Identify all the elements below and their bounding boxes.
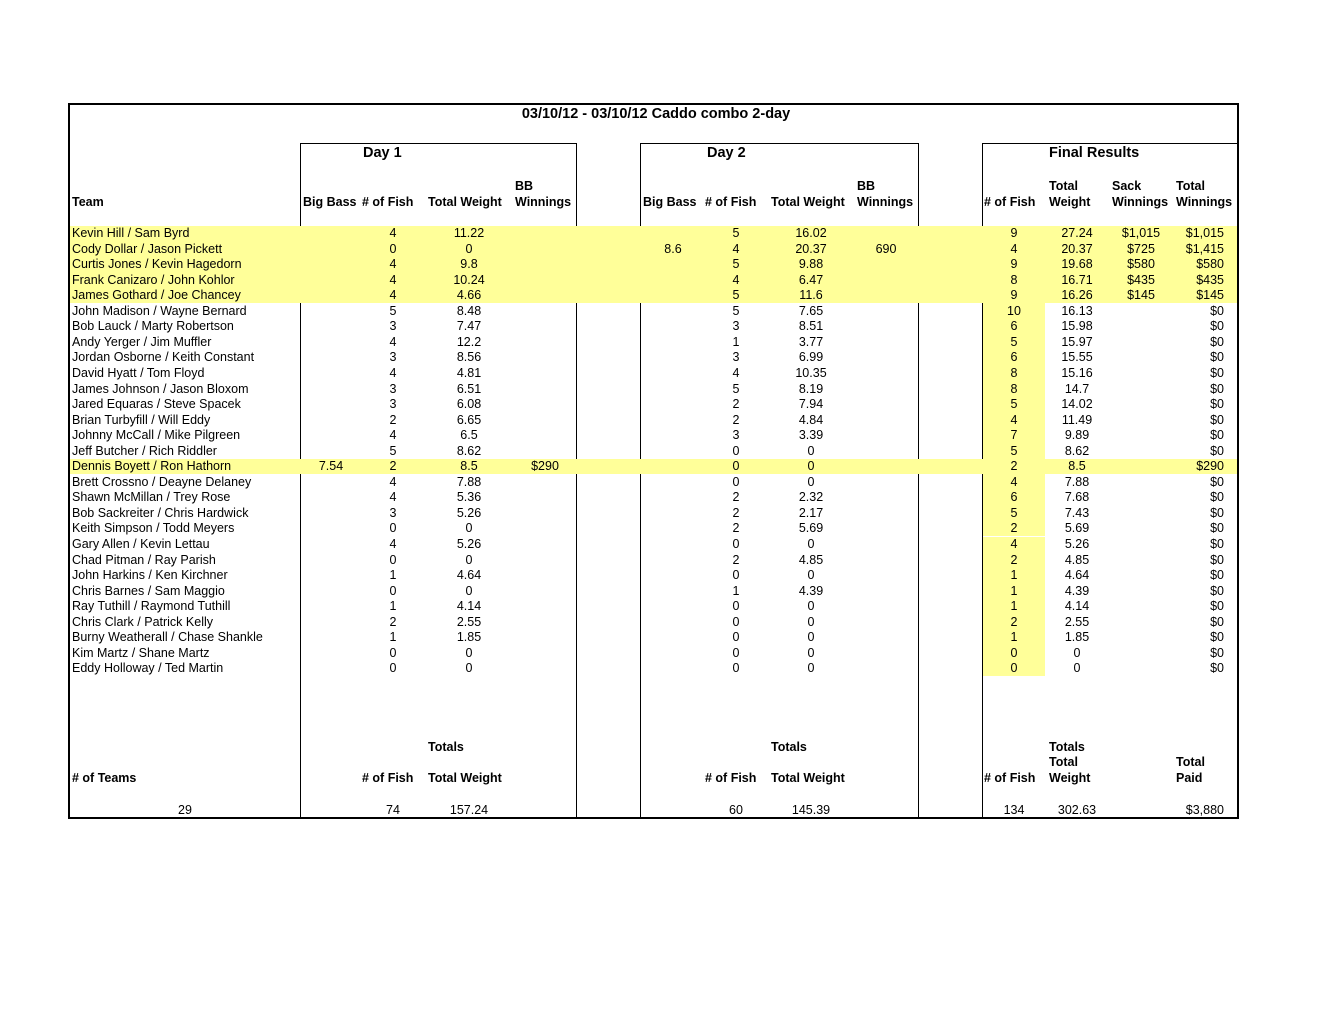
cell-d2-wt: 7.94 xyxy=(798,397,824,412)
day1-bb-winnings-header: Winnings xyxy=(515,195,572,209)
cell-f-total: $0 xyxy=(1210,583,1224,598)
cell-d1-fish: 3 xyxy=(389,505,397,520)
cell-f-sack: $435 xyxy=(1127,272,1155,287)
day1-total-fish-value: 74 xyxy=(386,803,400,817)
day2-bb-winnings-header: Winnings xyxy=(857,195,914,209)
cell-team: Cody Dollar / Jason Pickett xyxy=(72,241,223,256)
cell-team: John Harkins / Ken Kirchner xyxy=(72,568,228,583)
cell-team: Gary Allen / Kevin Lettau xyxy=(72,537,210,551)
cell-d2-fish: 5 xyxy=(732,288,740,303)
cell-f-total: $0 xyxy=(1210,490,1224,505)
sheet-title: 03/10/12 - 03/10/12 Caddo combo 2-day xyxy=(521,106,791,122)
cell-d1-fish: 3 xyxy=(389,350,397,365)
cell-f-total: $0 xyxy=(1210,334,1224,349)
cell-d1-wt: 4.14 xyxy=(456,599,482,614)
cell-f-fish: 4 xyxy=(1010,241,1018,256)
cell-d2-wt: 9.88 xyxy=(798,257,824,272)
cell-d1-wt: 0 xyxy=(465,661,473,676)
cell-f-wt: 27.24 xyxy=(1061,226,1093,240)
cell-f-wt: 4.64 xyxy=(1064,568,1090,583)
cell-d2-wt: 0 xyxy=(807,459,815,474)
cell-f-fish: 1 xyxy=(1010,599,1018,614)
cell-f-sack: $725 xyxy=(1127,241,1155,256)
cell-team: James Gothard / Joe Chancey xyxy=(72,288,241,303)
cell-d2-fish: 1 xyxy=(732,583,740,598)
cell-team: James Johnson / Jason Bloxom xyxy=(72,381,249,396)
cell-d1-fish: 2 xyxy=(389,459,397,474)
cell-f-total: $0 xyxy=(1210,568,1224,583)
cell-team: Jared Equaras / Steve Spacek xyxy=(72,397,241,412)
cell-f-fish: 5 xyxy=(1010,443,1018,458)
cell-d1-wt: 8.5 xyxy=(460,459,478,474)
cell-d1-fish: 4 xyxy=(389,490,397,505)
cell-f-total: $0 xyxy=(1210,412,1224,427)
cell-f-fish: 6 xyxy=(1010,350,1018,365)
cell-f-fish: 6 xyxy=(1010,490,1018,505)
cell-d2-wt: 0 xyxy=(807,661,815,676)
cell-f-total: $0 xyxy=(1210,428,1224,443)
cell-team: David Hyatt / Tom Floyd xyxy=(72,365,205,380)
cell-d1-fish: 4 xyxy=(389,288,397,303)
cell-d2-wt: 16.02 xyxy=(795,226,827,240)
cell-d1-fish: 5 xyxy=(389,303,397,318)
day1-heading: Day 1 xyxy=(363,145,402,161)
cell-f-fish: 9 xyxy=(1010,226,1018,240)
final-weight-header: Weight xyxy=(1049,195,1091,209)
cell-d2-fish: 2 xyxy=(732,505,740,520)
cell-d1-fish: 4 xyxy=(389,257,397,272)
cell-d2-wt: 0 xyxy=(807,537,815,551)
cell-f-wt: 11.49 xyxy=(1061,412,1093,427)
cell-d1-bb: 7.54 xyxy=(318,459,344,474)
day2-big-bass-header: Big Bass xyxy=(643,195,697,209)
cell-d2-wt: 6.99 xyxy=(798,350,824,365)
day1-total-weight-header: Total Weight xyxy=(428,195,502,209)
cell-d1-fish: 4 xyxy=(389,226,397,240)
cell-team: Jeff Butcher / Rich Riddler xyxy=(72,443,217,458)
cell-f-fish: 2 xyxy=(1010,552,1018,567)
cell-d2-wt: 0 xyxy=(807,630,815,645)
cell-f-wt: 14.7 xyxy=(1064,381,1090,396)
cell-f-fish: 4 xyxy=(1010,537,1018,551)
cell-d1-wt: 6.65 xyxy=(456,412,482,427)
cell-f-sack: $1,015 xyxy=(1121,226,1161,240)
cell-d1-wt: 0 xyxy=(465,521,473,536)
cell-d2-wt: 6.47 xyxy=(798,272,824,287)
cell-d1-fish: 0 xyxy=(389,583,397,598)
cell-d1-fish: 0 xyxy=(389,241,397,256)
cell-f-wt: 15.97 xyxy=(1061,334,1093,349)
cell-f-total: $0 xyxy=(1210,645,1224,660)
cell-d1-wt: 5.26 xyxy=(456,505,482,520)
cell-f-wt: 4.85 xyxy=(1064,552,1090,567)
day2-totals-num-fish-label: # of Fish xyxy=(705,771,757,785)
cell-team: John Madison / Wayne Bernard xyxy=(72,303,247,318)
cell-d1-fish: 3 xyxy=(389,397,397,412)
cell-f-wt: 1.85 xyxy=(1064,630,1090,645)
cell-f-fish: 8 xyxy=(1010,381,1018,396)
cell-d2-fish: 0 xyxy=(732,443,740,458)
day2-totals-weight-label: Total Weight xyxy=(771,771,845,785)
cell-f-total: $0 xyxy=(1210,381,1224,396)
cell-f-total: $435 xyxy=(1196,272,1224,287)
cell-d1-wt: 7.88 xyxy=(456,474,482,489)
cell-f-fish: 1 xyxy=(1010,630,1018,645)
cell-d1-fish: 1 xyxy=(389,630,397,645)
final-total-winnings-header: Winnings xyxy=(1176,195,1233,209)
cell-d1-fish: 4 xyxy=(389,272,397,287)
final-total-weight-value: 302.63 xyxy=(1057,803,1097,817)
day2-heading: Day 2 xyxy=(707,145,746,161)
cell-d1-wt: 4.64 xyxy=(456,568,482,583)
cell-d2-wt: 0 xyxy=(807,645,815,660)
cell-f-fish: 10 xyxy=(1007,303,1021,318)
cell-team: Keith Simpson / Todd Meyers xyxy=(72,521,235,536)
cell-team: Johnny McCall / Mike Pilgreen xyxy=(72,428,241,443)
cell-team: Chad Pitman / Ray Parish xyxy=(72,552,216,567)
cell-d2-fish: 5 xyxy=(732,226,740,240)
day2-total-weight-header: Total Weight xyxy=(771,195,845,209)
cell-team: Bob Sackreiter / Chris Hardwick xyxy=(72,505,249,520)
cell-d2-wt: 0 xyxy=(807,443,815,458)
cell-f-total: $145 xyxy=(1196,288,1224,303)
cell-f-wt: 5.26 xyxy=(1064,537,1090,551)
cell-f-total: $0 xyxy=(1210,614,1224,629)
cell-d2-fish: 2 xyxy=(732,521,740,536)
cell-d2-fish: 0 xyxy=(732,537,740,551)
cell-team: Ray Tuthill / Raymond Tuthill xyxy=(72,599,231,614)
day2-bb-header-top: BB xyxy=(857,179,876,193)
day2-num-fish-header: # of Fish xyxy=(705,195,757,209)
row-highlight xyxy=(70,459,1237,475)
cell-f-wt: 16.71 xyxy=(1061,272,1093,287)
cell-team: Dennis Boyett / Ron Hathorn xyxy=(72,459,232,474)
day1-totals-weight-label: Total Weight xyxy=(428,771,502,785)
day1-bb-header-top: BB xyxy=(515,179,534,193)
cell-f-fish: 7 xyxy=(1010,428,1018,443)
cell-f-wt: 14.02 xyxy=(1061,397,1093,412)
cell-d2-fish: 5 xyxy=(732,381,740,396)
cell-f-wt: 16.13 xyxy=(1061,303,1093,318)
final-totals-label: Totals xyxy=(1049,740,1085,754)
cell-f-sack: $580 xyxy=(1127,257,1155,272)
cell-d1-wt: 6.5 xyxy=(460,428,478,443)
cell-d1-wt: 4.81 xyxy=(456,365,482,380)
cell-team: Burny Weatherall / Chase Shankle xyxy=(72,630,263,645)
cell-d2-wt: 8.19 xyxy=(798,381,824,396)
cell-team: Kevin Hill / Sam Byrd xyxy=(72,226,190,240)
day1-big-bass-header: Big Bass xyxy=(303,195,357,209)
cell-f-fish: 8 xyxy=(1010,272,1018,287)
cell-f-total: $0 xyxy=(1210,350,1224,365)
cell-team: Jordan Osborne / Keith Constant xyxy=(72,350,255,365)
cell-d1-wt: 10.24 xyxy=(453,272,485,287)
final-total-weight-label-top: Total xyxy=(1049,755,1078,769)
cell-d1-fish: 0 xyxy=(389,661,397,676)
cell-f-fish: 4 xyxy=(1010,412,1018,427)
cell-d2-fish: 0 xyxy=(732,614,740,629)
cell-d1-fish: 4 xyxy=(389,474,397,489)
cell-f-total: $0 xyxy=(1210,443,1224,458)
cell-d1-wt: 0 xyxy=(465,241,473,256)
cell-d1-fish: 4 xyxy=(389,334,397,349)
cell-team: Kim Martz / Shane Martz xyxy=(72,645,210,660)
cell-d2-fish: 4 xyxy=(732,365,740,380)
final-results-heading: Final Results xyxy=(1049,145,1140,161)
cell-f-fish: 5 xyxy=(1010,334,1018,349)
cell-d1-wt: 12.2 xyxy=(456,334,482,349)
final-totals-weight-label: Weight xyxy=(1049,771,1091,785)
cell-f-total: $0 xyxy=(1210,537,1224,551)
cell-d2-wt: 0 xyxy=(807,474,815,489)
num-teams-label: # of Teams xyxy=(72,771,137,785)
cell-f-total: $1,015 xyxy=(1185,226,1224,240)
cell-f-fish: 2 xyxy=(1010,459,1018,474)
cell-f-total: $290 xyxy=(1196,459,1224,474)
cell-d2-fish: 0 xyxy=(732,630,740,645)
cell-f-fish: 0 xyxy=(1010,661,1018,676)
cell-team: Curtis Jones / Kevin Hagedorn xyxy=(72,257,242,272)
cell-team: Bob Lauck / Marty Robertson xyxy=(72,319,234,334)
cell-f-wt: 20.37 xyxy=(1061,241,1093,256)
cell-d1-wt: 7.47 xyxy=(456,319,482,334)
cell-d2-wt: 0 xyxy=(807,568,815,583)
cell-team: Andy Yerger / Jim Muffler xyxy=(72,334,212,349)
cell-d2-win: 690 xyxy=(875,241,897,256)
total-paid-label-top: Total xyxy=(1176,755,1205,769)
final-totals-num-fish-label: # of Fish xyxy=(984,771,1036,785)
cell-d2-fish: 0 xyxy=(732,645,740,660)
cell-team: Frank Canizaro / John Kohlor xyxy=(72,272,235,287)
cell-f-total: $0 xyxy=(1210,661,1224,676)
cell-d2-wt: 3.77 xyxy=(798,334,824,349)
cell-d2-fish: 3 xyxy=(732,428,740,443)
cell-f-wt: 9.89 xyxy=(1064,428,1090,443)
cell-d2-wt: 4.84 xyxy=(798,412,824,427)
cell-team: Chris Barnes / Sam Maggio xyxy=(72,583,225,598)
cell-d2-wt: 11.6 xyxy=(799,288,823,303)
cell-d2-fish: 0 xyxy=(732,599,740,614)
cell-f-wt: 15.16 xyxy=(1061,365,1093,380)
cell-d1-wt: 6.51 xyxy=(456,381,482,396)
cell-f-wt: 8.62 xyxy=(1064,443,1090,458)
cell-d1-win: $290 xyxy=(531,459,559,474)
day1-totals-num-fish-label: # of Fish xyxy=(362,771,414,785)
cell-d1-wt: 1.85 xyxy=(456,630,482,645)
cell-d2-wt: 2.32 xyxy=(798,490,824,505)
cell-d2-fish: 5 xyxy=(732,257,740,272)
cell-f-wt: 8.5 xyxy=(1068,459,1086,474)
cell-d2-fish: 0 xyxy=(732,459,740,474)
cell-f-sack: $145 xyxy=(1127,288,1155,303)
cell-d2-fish: 2 xyxy=(732,412,740,427)
day2-totals-label: Totals xyxy=(771,740,807,754)
cell-f-total: $0 xyxy=(1210,521,1224,536)
cell-f-wt: 4.39 xyxy=(1064,583,1090,598)
cell-d1-wt: 0 xyxy=(465,583,473,598)
final-total-winnings-header-top: Total xyxy=(1176,179,1205,193)
final-sack-winnings-header: Winnings xyxy=(1112,195,1169,209)
cell-d1-fish: 0 xyxy=(389,552,397,567)
cell-f-total: $0 xyxy=(1210,365,1224,380)
cell-f-total: $0 xyxy=(1210,505,1224,520)
cell-d2-fish: 5 xyxy=(732,303,740,318)
day1-totals-label: Totals xyxy=(428,740,464,754)
cell-d2-fish: 4 xyxy=(732,272,740,287)
cell-d2-bb: 8.6 xyxy=(664,241,682,256)
cell-d1-wt: 0 xyxy=(465,552,473,567)
cell-d1-fish: 3 xyxy=(389,319,397,334)
day2-total-fish-value: 60 xyxy=(729,803,743,817)
cell-d2-fish: 0 xyxy=(732,474,740,489)
cell-d1-wt: 2.55 xyxy=(456,614,482,629)
cell-f-fish: 6 xyxy=(1010,319,1018,334)
cell-d1-fish: 4 xyxy=(389,537,397,551)
cell-d1-wt: 8.62 xyxy=(456,443,482,458)
cell-d1-wt: 8.48 xyxy=(456,303,482,318)
cell-d1-wt: 5.36 xyxy=(456,490,482,505)
cell-d1-fish: 0 xyxy=(389,645,397,660)
cell-f-fish: 5 xyxy=(1010,505,1018,520)
cell-f-total: $0 xyxy=(1210,599,1224,614)
cell-d1-wt: 5.26 xyxy=(456,537,482,551)
cell-f-wt: 0 xyxy=(1073,645,1081,660)
total-paid-label: Paid xyxy=(1176,771,1203,785)
cell-f-fish: 0 xyxy=(1010,645,1018,660)
cell-f-wt: 7.68 xyxy=(1064,490,1090,505)
final-total-fish-value: 134 xyxy=(1003,803,1025,817)
cell-d1-fish: 3 xyxy=(389,381,397,396)
cell-d2-fish: 0 xyxy=(732,568,740,583)
cell-f-fish: 9 xyxy=(1010,288,1018,303)
cell-f-fish: 2 xyxy=(1010,614,1018,629)
cell-f-total: $0 xyxy=(1210,474,1224,489)
cell-f-total: $1,415 xyxy=(1185,241,1224,256)
cell-d1-fish: 0 xyxy=(389,521,397,536)
cell-team: Brett Crossno / Deayne Delaney xyxy=(72,474,252,489)
cell-team: Brian Turbyfill / Will Eddy xyxy=(72,412,211,427)
cell-f-wt: 2.55 xyxy=(1064,614,1090,629)
cell-f-wt: 15.98 xyxy=(1061,319,1093,334)
cell-team: Eddy Holloway / Ted Martin xyxy=(72,661,224,676)
cell-f-total: $0 xyxy=(1210,397,1224,412)
cell-d1-fish: 5 xyxy=(389,443,397,458)
cell-d2-fish: 2 xyxy=(732,490,740,505)
cell-f-total: $0 xyxy=(1210,319,1224,334)
cell-d2-fish: 0 xyxy=(732,661,740,676)
cell-d1-wt: 11.22 xyxy=(453,226,485,240)
cell-d1-wt: 0 xyxy=(465,645,473,660)
cell-d2-fish: 2 xyxy=(732,397,740,412)
cell-f-wt: 7.43 xyxy=(1064,505,1090,520)
cell-f-wt: 19.68 xyxy=(1061,257,1093,272)
cell-f-fish: 1 xyxy=(1010,583,1018,598)
cell-f-wt: 7.88 xyxy=(1064,474,1090,489)
cell-d2-fish: 2 xyxy=(732,552,740,567)
day2-total-weight-value: 145.39 xyxy=(791,803,831,817)
cell-team: Shawn McMillan / Trey Rose xyxy=(72,490,231,505)
cell-d2-wt: 4.85 xyxy=(798,552,824,567)
cell-d1-wt: 9.8 xyxy=(460,257,478,272)
cell-d1-wt: 4.66 xyxy=(456,288,482,303)
cell-d2-wt: 5.69 xyxy=(798,521,824,536)
cell-f-total: $0 xyxy=(1210,552,1224,567)
cell-d1-fish: 1 xyxy=(389,599,397,614)
cell-d2-wt: 3.39 xyxy=(798,428,824,443)
cell-d1-fish: 2 xyxy=(389,614,397,629)
cell-f-wt: 0 xyxy=(1073,661,1081,676)
cell-d2-wt: 0 xyxy=(807,599,815,614)
cell-d2-wt: 4.39 xyxy=(798,583,824,598)
day1-num-fish-header: # of Fish xyxy=(362,195,414,209)
cell-team: Chris Clark / Patrick Kelly xyxy=(72,614,213,629)
cell-d2-wt: 20.37 xyxy=(795,241,827,256)
cell-f-fish: 5 xyxy=(1010,397,1018,412)
cell-d2-wt: 2.17 xyxy=(798,505,824,520)
cell-f-total: $0 xyxy=(1210,303,1224,318)
cell-d2-wt: 7.65 xyxy=(798,303,824,318)
cell-d1-fish: 4 xyxy=(389,365,397,380)
cell-f-fish: 9 xyxy=(1010,257,1018,272)
cell-d1-wt: 8.56 xyxy=(456,350,482,365)
cell-d1-fish: 1 xyxy=(389,568,397,583)
cell-d1-wt: 6.08 xyxy=(456,397,482,412)
cell-f-fish: 4 xyxy=(1010,474,1018,489)
cell-f-fish: 1 xyxy=(1010,568,1018,583)
total-paid-value: $3,880 xyxy=(1185,803,1224,817)
cell-f-total: $580 xyxy=(1196,257,1224,272)
cell-d2-wt: 0 xyxy=(807,614,815,629)
final-num-fish-header: # of Fish xyxy=(984,195,1036,209)
cell-f-wt: 15.55 xyxy=(1061,350,1093,365)
cell-d2-fish: 3 xyxy=(732,350,740,365)
cell-d2-wt: 10.35 xyxy=(795,365,827,380)
cell-f-wt: 4.14 xyxy=(1064,599,1090,614)
cell-f-fish: 2 xyxy=(1010,521,1018,536)
cell-d2-fish: 3 xyxy=(732,319,740,334)
cell-d2-wt: 8.51 xyxy=(798,319,824,334)
cell-f-wt: 16.26 xyxy=(1061,288,1093,303)
cell-d2-fish: 1 xyxy=(732,334,740,349)
team-column-header: Team xyxy=(72,195,104,209)
final-sack-header-top: Sack xyxy=(1112,179,1142,193)
cell-d1-fish: 4 xyxy=(389,428,397,443)
day1-total-weight-value: 157.24 xyxy=(449,803,489,817)
final-total-header-top: Total xyxy=(1049,179,1078,193)
num-teams-value: 29 xyxy=(178,803,192,817)
cell-d2-fish: 4 xyxy=(732,241,740,256)
cell-d1-fish: 2 xyxy=(389,412,397,427)
cell-f-total: $0 xyxy=(1210,630,1224,645)
cell-f-fish: 8 xyxy=(1010,365,1018,380)
cell-f-wt: 5.69 xyxy=(1064,521,1090,536)
